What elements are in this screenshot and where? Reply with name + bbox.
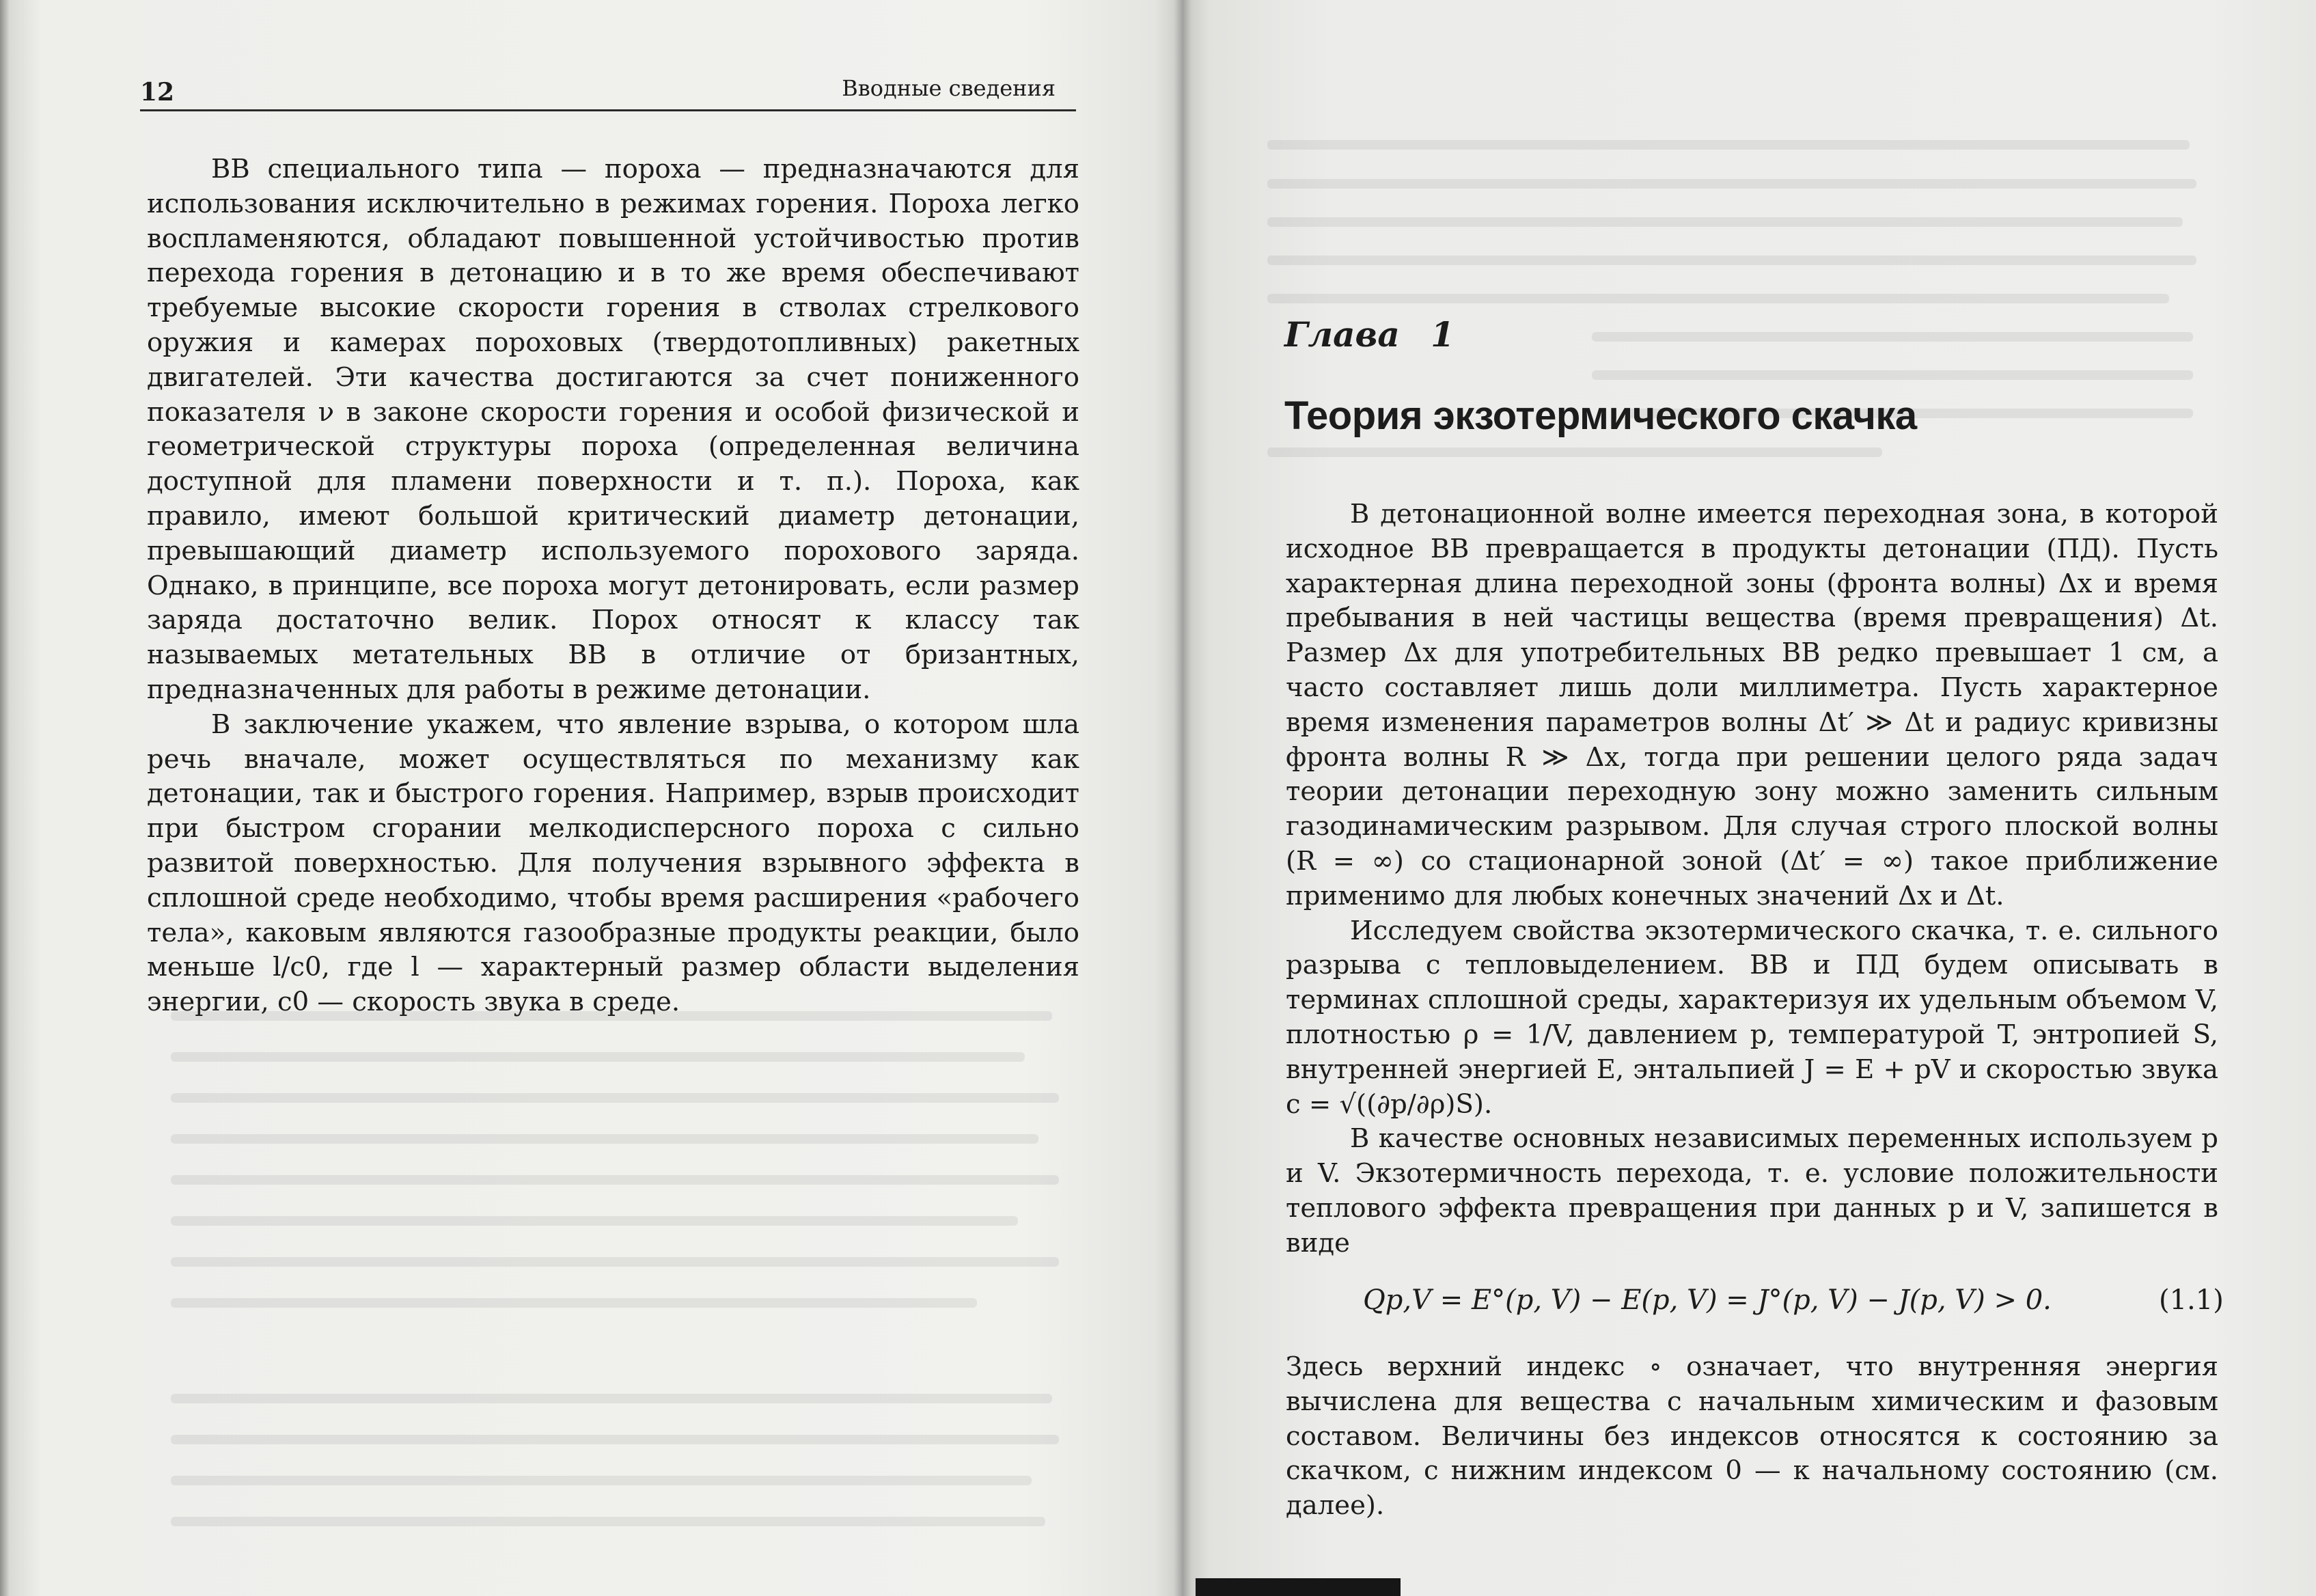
paragraph: В детонационной волне имеется переходная зона, в которой исходное ВВ превращается в продукты детонации (ПД). Пусть характерная длина переходной зоны (фронта волны) Δx и время пребывания в ней частицы вещества (время превращения) Δt. Размер Δx для употребительных ВВ редко превышает 1 см, а часто составляет лишь доли миллиметра. Пусть характерное время изменения параметров волны Δt′ ≫ Δt и радиус кривизны фронта волны R ≫ Δx, тогда при решении целого ряда задач теории детонации переходную зону можно заменить сильным газодинамическим разрывом. Для случая строго плоской волны (R = ∞) со стационарной зоной (Δt′ = ∞) такое приближение применимо для любых конечных значений Δx и Δt.: [1286, 499, 2218, 911]
bleed-through-line: [171, 1435, 1059, 1444]
running-title: Вводные сведения: [842, 75, 1056, 101]
bleed-through-line: [1592, 370, 2193, 380]
bleed-through-line: [171, 1052, 1025, 1062]
paragraph: Здесь верхний индекс ∘ означает, что внутренняя энергия вычислена для вещества с начальным химическим и фазовым составом. Величины без индексов относятся к состоянию за скачком, с нижним индексом 0 — к начальному состоянию (см. далее).: [1286, 1351, 2218, 1522]
bleed-through-line: [171, 1298, 977, 1308]
bleed-through-line: [1592, 332, 2193, 342]
bleed-through-line: [1267, 140, 2190, 150]
chapter-label: Глава 1: [1284, 314, 1455, 355]
paragraph: ВВ специального типа — пороха — предназначаются для использования исключительно в режимах горения. Пороха легко воспламеняются, обладают повышенной устойчивостью против перехода горения в детонацию и в то же время обеспечивают требуемые высокие скорости горения в стволах стрелкового оружия и камерах пороховых (твердотопливных) ракетных двигателей. Эти качества достигаются за счет пониженного показателя ν в законе скорости горения и особой физической и геометрической структуры пороха (определенная величина доступной для пламени поверхности и т. п.). Пороха, как правило, имеют большой критический диаметр детонации, превышающий диаметр используемого порохового заряда. Однако, в принципе, все пороха могут детонировать, если размер заряда достаточно велик. Порох относят к классу так называемых метательных ВВ в отличие от бризантных, предназначенных для работы в режиме детонации.: [147, 154, 1079, 705]
chapter-title: Теория экзотермического скачка: [1284, 394, 1917, 438]
bleed-through-line: [1267, 294, 2169, 303]
equation: Qp,V = E°(p, V) − E(p, V) = J°(p, V) − J(p, V) > 0.: [1363, 1284, 2052, 1316]
bleed-through-line: [171, 1517, 1045, 1526]
page-number: 12: [140, 78, 175, 107]
bleed-through-line: [171, 1216, 1018, 1226]
bleed-through-line: [1267, 217, 2183, 227]
bleed-through-line: [1267, 256, 2196, 265]
bleed-through-line: [171, 1257, 1059, 1267]
right-page-text: [1286, 497, 2218, 1261]
book-spine-shadow: [1174, 0, 1191, 1596]
bleed-through-line: [1267, 448, 1882, 457]
left-page-text: [147, 152, 1079, 1020]
running-header: [140, 74, 1076, 111]
bleed-through-line: [1267, 179, 2196, 189]
paragraph: В качестве основных независимых переменных используем p и V. Экзотермичность перехода, т. е. условие положительности теплового эффекта превращения при данных p и V, запишется в виде: [1286, 1123, 2218, 1258]
paragraph: Исследуем свойства экзотермического скачка, т. е. сильного разрыва с тепловыделением. ВВ и ПД будем описывать в терминах сплошной среды, характеризуя их удельным объемом V, плотностью ρ = 1/V, давлением p, температурой T, энтропией S, внутренней энергией E, энтальпией J = E + pV и скоростью звука c = √((∂p/∂ρ)S).: [1286, 915, 2218, 1120]
bleed-through-line: [171, 1476, 1032, 1485]
bleed-through-line: [171, 1394, 1052, 1403]
right-page-text-after-equation: [1286, 1350, 2218, 1524]
scanner-edge-shadow: [1196, 1578, 1401, 1596]
bleed-through-line: [171, 1134, 1038, 1144]
bleed-through-line: [171, 1093, 1059, 1103]
bleed-through-line: [171, 1011, 1052, 1021]
paragraph: В заключение укажем, что явление взрыва, о котором шла речь вначале, может осуществляться по механизму как детонации, так и быстрого горения. Например, взрыв происходит при быстром сгорании мелкодисперсного пороха с сильно развитой поверхностью. Для получения взрывного эффекта в сплошной среде необходимо, чтобы время расширения «рабочего тела», каковым являются газообразные продукты реакции, было меньше l/c0, где l — характерный размер области выделения энергии, c0 — скорость звука в среде.: [147, 708, 1079, 1018]
equation-number: (1.1): [2159, 1284, 2224, 1316]
bleed-through-line: [171, 1175, 1059, 1185]
